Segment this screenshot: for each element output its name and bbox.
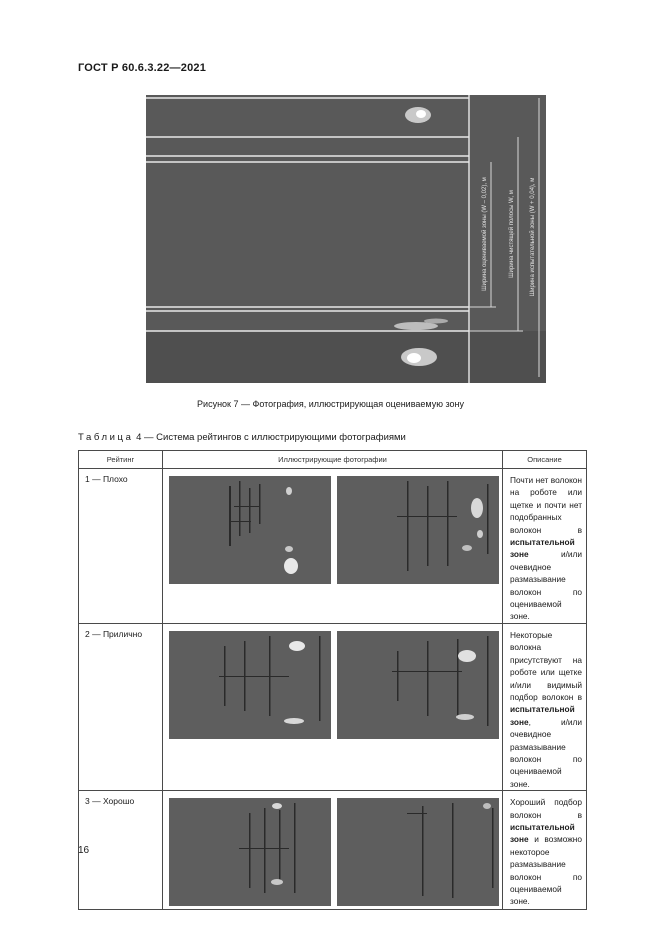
photo-good-2 xyxy=(337,798,499,906)
desc-bold: испытательной зоне xyxy=(510,704,575,727)
desc-bold: испытательной зоне xyxy=(510,537,575,560)
document-header: ГОСТ Р 60.6.3.22—2021 xyxy=(78,62,207,74)
description-cell xyxy=(503,791,587,910)
photo-fair-2 xyxy=(337,631,499,739)
rating-cell: 1 — Плохо xyxy=(79,469,163,624)
rating-cell: 3 — Хорошо xyxy=(79,791,163,910)
photo-poor-2 xyxy=(337,476,499,584)
desc-text: и/или очевидное размазывание волокон по оцениваемой зоне. xyxy=(510,549,582,622)
figure-caption: Рисунок 7 — Фотография, иллюстрирующая оцениваемую зону xyxy=(197,399,464,409)
photo-poor-1 xyxy=(169,476,331,584)
header-rating: Рейтинг xyxy=(79,451,163,469)
dim-label-cleaning: Ширина чистящей полосы W, м xyxy=(509,190,515,278)
desc-text: Хороший подбор волокон в xyxy=(510,797,582,820)
rating-table xyxy=(78,450,587,910)
photo-fair-1 xyxy=(169,631,331,739)
table-caption xyxy=(78,432,406,443)
desc-text: Почти нет волокон на роботе или щетке и почти нет подобранных волокон в xyxy=(510,475,582,535)
header-photos: Иллюстрирующие фотографии xyxy=(163,451,503,469)
dim-label-evaluation: Ширина оцениваемой зоны (W – 0,02), м xyxy=(482,177,488,291)
evaluation-zone-photo xyxy=(146,95,546,383)
photos-cell xyxy=(163,469,503,624)
table-row xyxy=(79,791,587,910)
description-cell xyxy=(503,469,587,624)
figure-7 xyxy=(146,95,546,383)
table-row xyxy=(79,623,587,790)
description-cell xyxy=(503,623,587,790)
header-description: Описание xyxy=(503,451,587,469)
table-row xyxy=(79,469,587,624)
table-title: 4 — Система рейтингов с иллюстрирующими фотографиями xyxy=(133,432,406,443)
photo-good-1 xyxy=(169,798,331,906)
dim-label-test: Ширина испытательной зоны (W + 0,04), м xyxy=(530,177,536,297)
photos-cell xyxy=(163,623,503,790)
desc-text: и возможно некоторое размазывание волокон по оцениваемой зоне. xyxy=(510,834,582,907)
desc-text: Некоторые волокна присутствуют на роботе или щетке и/или видимый подбор волокон в xyxy=(510,629,582,702)
rating-cell: 2 — Прилично xyxy=(79,623,163,790)
table-header-row xyxy=(79,451,587,469)
page-number: 16 xyxy=(78,845,90,856)
photos-cell xyxy=(163,791,503,910)
desc-text: , и/или очевидное размазывание волокон по оцениваемой зоне. xyxy=(510,716,582,789)
desc-bold: испытательной зоне xyxy=(510,821,575,845)
table-label: Таблица xyxy=(78,432,134,443)
